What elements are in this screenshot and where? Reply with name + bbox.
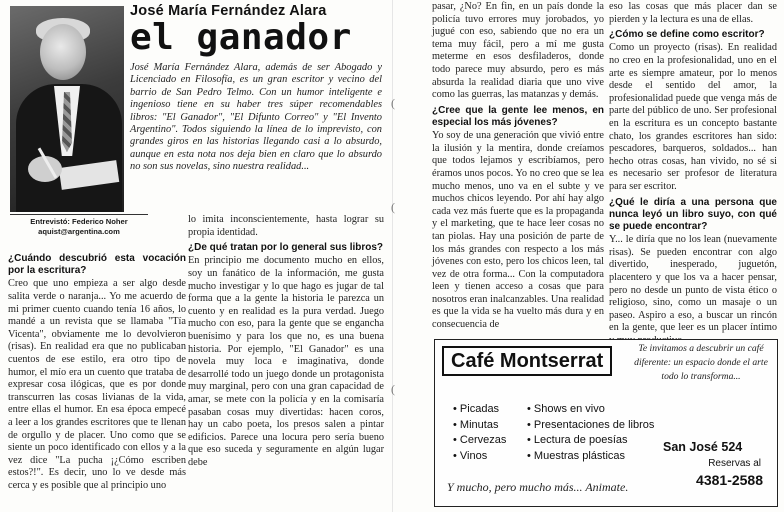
- ad-footer: Y mucho, pero mucho más... Animate.: [447, 480, 629, 494]
- binding-mark: (: [391, 382, 395, 396]
- cafe-advertisement: [434, 339, 778, 507]
- ad-event-item: • Presentaciones de libros: [527, 418, 654, 434]
- answer-4: Como un proyecto (risas). En realidad no creo en la profesionalidad, uno en el arte es siempre amateur, por lo menos desde el sentido del amor, la profesionalidad puede que venga más de parte del público de uno. Ser profesional en la escritura es un concepto bastante chato, los grandes escritores han sido: pescadores, barqueros, soldados... han hecho otras cosas, han vivido, no sé si es necesario ser profesor de literatura para ser escritor.: [609, 42, 777, 192]
- ad-events-list: [527, 402, 654, 464]
- credit-interviewer: Entrevistó: Federico Noher: [30, 217, 128, 226]
- answer-2: En principio me documento mucho en ellos, soy un fanático de la información, me gusta mucho investigar y lo que hago es jugar de tal forma que a la gente la historia le parezca un cuento y en realidad es la pura verdad. Juego mucho con eso, para la gente que se engancha buenísimo y para los que no, es una buena historia. Por ejemplo, "El Ganador" es una novela muy loca e imaginativa, donde desarrollé todo un juego donde un protagonista muy marginal, pero con una gran capacidad de amar, se mete con la policía y en la comisaría pasaban cosas muy divertidas: hacen coros, hay un cabo poeta, los presos salen a pintar edificios. Parece una locura pero sería bueno que eso suceda y seguramente en algún lugar debe: [188, 255, 384, 468]
- ad-reservations-label: Reservas al: [708, 458, 761, 469]
- ad-address: San José 524: [663, 440, 743, 454]
- article-intro: José María Fernández Alara, además de ser Abogado y Licenciado en Filosofía, es un gran escritor y vecino del barrio de San Pedro Telmo. Con un humor inteligente e ingenioso tiene en su haber tres súper recomendables libros: "El Ganador", "El Difunto Correo" y "El Invento Argentino". Todos siguiendo la línea de lo imprevisto, con grandes giros en las historias llegando casi a lo absurdo, aunque en esta nota nos deja bien en claro que lo absurdo no son sus novelas, sino nuestra realidad...: [130, 62, 382, 173]
- question-3: ¿Cree que la gente lee menos, en especial los más jóvenes?: [432, 104, 604, 128]
- article-headline: el ganador: [130, 17, 352, 58]
- question-1: ¿Cuándo descubrió esta vocación por la escritura?: [8, 253, 186, 277]
- answer-3-continued: eso las cosas que más placer dan se pierden y la lectura es una de ellas.: [609, 1, 777, 25]
- author-photo: [10, 6, 124, 212]
- author-name: José María Fernández Alara: [130, 3, 327, 19]
- answer-5: Y... le diría que no los lean (nuevamente risas). Se pueden encontrar con algo divertido, inesperado, juguetón, placentero y que los va a hacer pensar, pero no desde un punto de vista ético o religioso, sino, como un masaje o un paseo. Aspiro a eso, a buscar un rincón en la gente, que leer es un placer íntimo: [609, 234, 777, 334]
- ad-slogan: Te invitamos a descubrir un café diferente: un espacio donde el arte todo lo transforma...: [634, 343, 768, 382]
- question-2: ¿De qué tratan por lo general sus libros?: [188, 242, 384, 254]
- ad-food-list: [453, 402, 506, 464]
- ad-food-item: • Picadas: [453, 402, 506, 418]
- binding-mark: (: [391, 96, 395, 110]
- answer-3: Yo soy de una generación que vivió entre la ilusión y la mentira, donde creíamos que todos lejamos y escribíamos, pero éramos unos pocos. Yo no creo que se lea mucho menos, uno va en el subte y ve muchos chicos leyendo. Por ahí hay algo cada vez más fuerte que es la propaganda y el marketing, que te hace leer cosas no tan piolas. Hay una posición de parte de los más grandes con respecto a los más jóvenes con esto, pero los chicos leen, tal vez de otra forma... Con la computadora leen y tienen acceso a cosas que para nosotros eran inalcanzables. Una realidad es que la vida se ha vuelto más dura y en consecuencia de: [432, 130, 604, 331]
- ad-food-item: • Cervezas: [453, 433, 506, 449]
- ad-phone: 4381-2588: [696, 472, 763, 488]
- answer-1: Creo que uno empieza a ser algo desde salita verde o naranja... Yo me acuerdo de mi primer cuento cuando tenía 16 años, lo mandé a un revista que se llamaba "Tía Vicenta", obviamente me lo devolvieron (risas). En realidad era que no publicaban cuentos de ese estilo, era otro tipo de humor, el mío era un cuento que trataba de expresar cosa ilógicas, que es por donde transcurren las cosas livianas de la vida, entre ellas el humor. En esa época empecé a leer a los grandes escritores que te llenan de orgullo y de placer. Uno como que se siente un poco identificado con ellos y a la vez dice "La pucha ¡¿Cómo escriben estos?!". Es decir, uno lo ve desde más cerca y es posible que al principio uno: [8, 278, 186, 491]
- question-5: ¿Qué le diría a una persona que nunca leyó un libro suyo, con qué se puede encontrar?: [609, 196, 777, 232]
- answer-1-continued: lo imita inconscientemente, hasta lograr su propia identidad.: [188, 214, 384, 238]
- ad-event-item: • Shows en vivo: [527, 402, 654, 418]
- binding-mark: (: [391, 200, 395, 214]
- ad-food-item: • Minutas: [453, 418, 506, 434]
- right-column-2: [609, 1, 777, 347]
- credit-email: aquist@argentina.com: [38, 227, 120, 236]
- ad-title: Café Montserrat: [442, 346, 612, 376]
- left-column-1: [8, 250, 186, 493]
- question-4: ¿Cómo se define como escritor?: [609, 29, 765, 41]
- ad-event-item: • Lectura de poesías: [527, 433, 654, 449]
- left-column-2: [188, 214, 384, 469]
- right-column-1: [432, 1, 604, 332]
- interview-credit: [10, 214, 148, 237]
- answer-2-continued: pasar, ¿No? En fin, en un país donde la policía tuvo errores muy jorobados, yo jugué con eso, sabiendo que no era un tema muy fácil, pero a mí me gusta meterme en esos desfiladeros, donde todo parece muy absurdo, pero es más absurda la realidad diaria que uno vive como las guerras, las matanzas y demás.: [432, 1, 604, 101]
- ad-event-item: • Muestras plásticas: [527, 449, 654, 465]
- ad-food-item: • Vinos: [453, 449, 506, 465]
